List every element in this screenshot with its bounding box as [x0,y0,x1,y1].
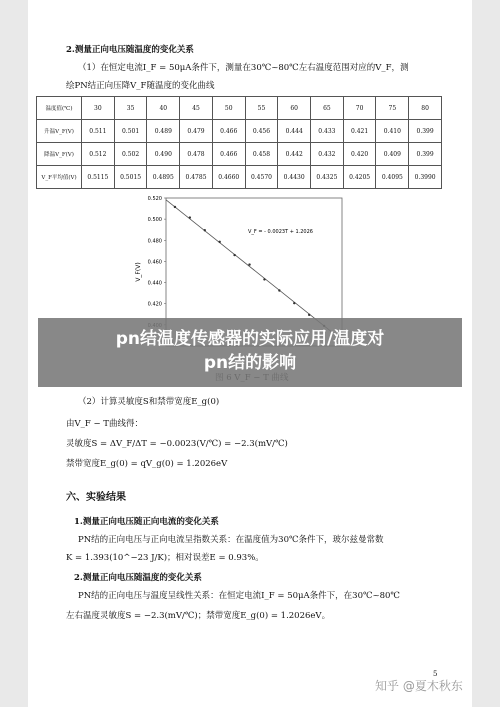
table-row-label: V_F平均值(V) [37,166,82,189]
table-cell: 65 [311,97,344,120]
table-cell: 0.511 [82,120,115,143]
table-row-label: 温度值(℃) [37,97,82,120]
data-point [308,314,310,316]
table-cell: 0.5015 [114,166,147,189]
table-cell: 0.466 [212,143,245,166]
table-cell: 0.421 [343,120,376,143]
table-cell: 0.478 [180,143,213,166]
table-cell: 55 [245,97,278,120]
table-cell: 0.4430 [278,166,311,189]
table-row [37,120,442,143]
data-point [189,216,191,218]
data-point [278,289,280,291]
data-point [263,278,265,280]
table-cell: 0.4095 [376,166,409,189]
y-tick-label: 0.420 [147,301,162,308]
y-tick-label: 0.440 [147,280,162,287]
table-cell: 0.444 [278,120,311,143]
table-cell: 0.501 [114,120,147,143]
measurement-table [36,96,442,189]
table-row-label: 降温V_F(V) [37,143,82,166]
results-paragraph-line: PN结的正向电压与温度呈线性关系：在恒定电流I_F = 50μA条件下，在30℃~80℃ [78,591,400,601]
data-point [174,206,176,208]
data-point [293,302,295,304]
table-cell: 0.5115 [82,166,115,189]
table-cell: 0.420 [343,143,376,166]
table-row [37,97,442,120]
sensitivity-formula: 灵敏度S = ΔV_F/ΔT = −0.0023(V/℃) = −2.3(mV/℃) [66,439,288,449]
table-cell: 0.4570 [245,166,278,189]
fit-equation: V_F = - 0.0023T + 1.2026 [248,229,313,235]
results-paragraph-line: PN结的正向电压与正向电流呈指数关系：在温度值为30℃条件下，玻尔兹曼常数 [78,535,384,545]
table-cell: 45 [180,97,213,120]
table-cell: 0.489 [147,120,180,143]
y-tick-label: 0.460 [147,259,162,266]
table-cell: 0.466 [212,120,245,143]
data-point [248,263,250,265]
table-row [37,143,442,166]
table-cell: 0.512 [82,143,115,166]
table-cell: 70 [343,97,376,120]
results-paragraph-line: 左右温度灵敏度S = −2.3(mV/℃)；禁带宽度E_g(0) = 1.2026eV。 [66,611,331,621]
section-heading: 2.测量正向电压随温度的变化关系 [66,45,194,55]
table-cell: 30 [82,97,115,120]
page-number: 5 [433,670,438,678]
table-cell: 0.456 [245,120,278,143]
table-cell: 40 [147,97,180,120]
y-tick-label: 0.500 [147,217,162,224]
title-banner [38,318,462,387]
data-point [218,241,220,243]
table-cell: 0.4785 [180,166,213,189]
table-cell: 80 [409,97,442,120]
table-cell: 35 [114,97,147,120]
calc-heading: （2）计算灵敏度S和禁带宽度E_g(0) [78,397,220,407]
table-cell: 0.399 [409,120,442,143]
results-heading-1: 1.测量正向电压随正向电流的变化关系 [74,517,219,527]
table-cell: 0.479 [180,120,213,143]
table-cell: 0.399 [409,143,442,166]
table-cell: 0.432 [311,143,344,166]
watermark: 知乎 @夏木秋东 [375,679,463,693]
y-axis-label: V_F(V) [135,262,142,282]
table-cell: 0.4660 [212,166,245,189]
banner-title-line1: pn结温度传感器的实际应用/温度对 [115,329,385,349]
table-cell: 0.4205 [343,166,376,189]
table-cell: 0.442 [278,143,311,166]
y-tick-label: 0.480 [147,238,162,245]
table-cell: 0.409 [376,143,409,166]
results-heading-2: 2.测量正向电压随温度的变化关系 [74,573,202,583]
results-paragraph-line: K = 1.393(10^−23 J/K)；相对误差E = 0.93%。 [66,553,264,563]
table-cell: 0.3990 [409,166,442,189]
table-cell: 0.4895 [147,166,180,189]
results-title: 六、实验结果 [66,492,126,503]
banner-title-line2: pn结的影响 [203,353,297,373]
table-cell: 75 [376,97,409,120]
table-row [37,166,442,189]
calc-line: 由V_F − T曲线得： [66,419,143,429]
table-cell: 0.490 [147,143,180,166]
y-tick-label: 0.520 [147,196,162,202]
table-cell: 50 [212,97,245,120]
table-cell: 0.433 [311,120,344,143]
table-cell: 60 [278,97,311,120]
table-cell: 0.4325 [311,166,344,189]
table-cell: 0.410 [376,120,409,143]
data-point [204,229,206,231]
paragraph-line: （1）在恒定电流I_F = 50μA条件下，测量在30℃~80℃左右温度范围对应的V_F，测 [78,63,409,73]
data-point [233,254,235,256]
table-row-label: 升温V_F(V) [37,120,82,143]
bandgap-formula: 禁带宽度E_g(0) = qV_g(0) = 1.2026eV [66,459,228,469]
table-cell: 0.458 [245,143,278,166]
table-cell: 0.502 [114,143,147,166]
paragraph-line: 绘PN结正向压降V_F随温度的变化曲线 [66,81,215,91]
